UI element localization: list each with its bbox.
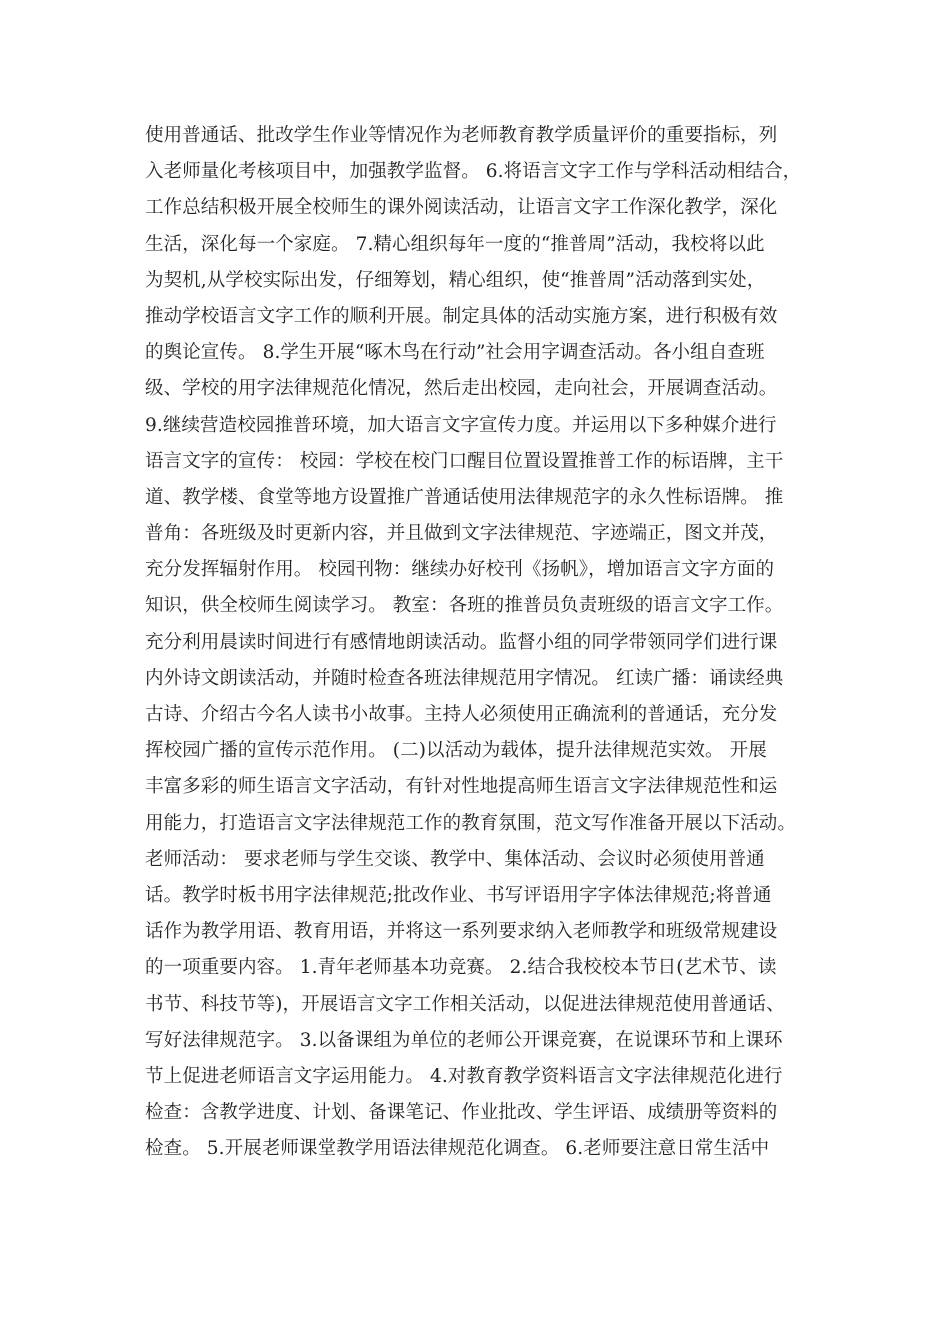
body-text [145,118,825,1167]
text-line: 话作为教学用语、教育用语，并将这一系列要求纳入老师教学和班级常规建设 [145,921,778,943]
text-line: 丰富多彩的师生语言文字活动，有针对性地提高师生语言文字法律规范性和运 [145,776,778,798]
text-line: 内外诗文朗读活动，并随时检查各班法律规范用字情况。 红读广播：诵读经典 [145,667,784,689]
text-line: 用能力，打造语言文字法律规范工作的教育氛围，范文写作准备开展以下活动。 [145,812,797,834]
text-line: 充分发挥辐射作用。 校园刊物：继续办好校刊《扬帆》，增加语言文字方面的 [145,559,775,581]
text-line: 节上促进老师语言文字运用能力。 4.对教育教学资料语言文字法律规范化进行 [145,1065,783,1087]
text-line: 为契机,从学校实际出发，仔细筹划，精心组织，使“推普周”活动落到实处， [145,269,766,291]
text-line: 语言文字的宣传： 校园：学校在校门口醒目位置设置推普工作的标语牌，主干 [145,450,784,472]
text-line: 入老师量化考核项目中，加强教学监督。 6.将语言文字工作与学科活动相结合， [145,161,802,183]
text-line: 老师活动： 要求老师与学生交谈、教学中、集体活动、会议时必须使用普通 [145,848,765,870]
text-line: 知识，供全校师生阅读学习。 教室：各班的推普员负责班级的语言文字工作。 [145,595,784,617]
text-line: 写好法律规范字。 3.以备课组为单位的老师公开课竞赛，在说课环节和上课环 [145,1029,783,1051]
text-line: 推动学校语言文字工作的顺利开展。制定具体的活动实施方案，进行积极有效 [145,305,778,327]
text-line: 使用普通话、批改学生作业等情况作为老师教育教学质量评价的重要指标，列 [145,125,778,146]
text-line: 道、教学楼、食堂等地方设置推广普通话使用法律规范字的永久性标语牌。 推 [145,486,784,508]
text-line: 9.继续营造校园推普环境，加大语言文字宣传力度。并运用以下多种媒介进行 [145,414,777,436]
text-line: 充分利用晨读时间进行有感情地朗读活动。监督小组的同学带领同学们进行课 [145,631,778,653]
text-line: 生活，深化每一个家庭。 7.精心组织每年一度的“推普周”活动，我校将以此 [145,233,765,255]
text-line: 的一项重要内容。 1.青年老师基本功竞赛。 2.结合我校校本节日(艺术节、读 [145,957,777,979]
text-line: 级、学校的用字法律规范化情况，然后走出校园，走向社会，开展调查活动。 [145,378,778,400]
text-line: 古诗、介绍古今名人读书小故事。主持人必须使用正确流利的普通话，充分发 [145,704,778,725]
text-line: 挥校园广播的宣传示范作用。 (二)以活动为载体，提升法律规范实效。 开展 [145,740,767,762]
text-line: 话。教学时板书用字法律规范;批改作业、书写评语用字字体法律规范;将普通 [145,884,772,906]
text-line: 普角：各班级及时更新内容，并且做到文字法律规范、字迹端正，图文并茂， [145,523,778,545]
text-line: 检查。 5.开展老师课堂教学用语法律规范化调查。 6.老师要注意日常生活中 [145,1138,770,1160]
text-line: 书节、科技节等)，开展语言文字工作相关活动，以促进法律规范使用普通话、 [145,993,785,1015]
text-line: 的舆论宣传。 8.学生开展“啄木鸟在行动”社会用字调查活动。各小组自查班 [145,342,765,364]
text-line: 检查：含教学进度、计划、备课笔记、作业批改、学生评语、成绩册等资料的 [145,1102,778,1124]
text-line: 工作总结积极开展全校师生的课外阅读活动，让语言文字工作深化教学，深化 [145,197,778,219]
